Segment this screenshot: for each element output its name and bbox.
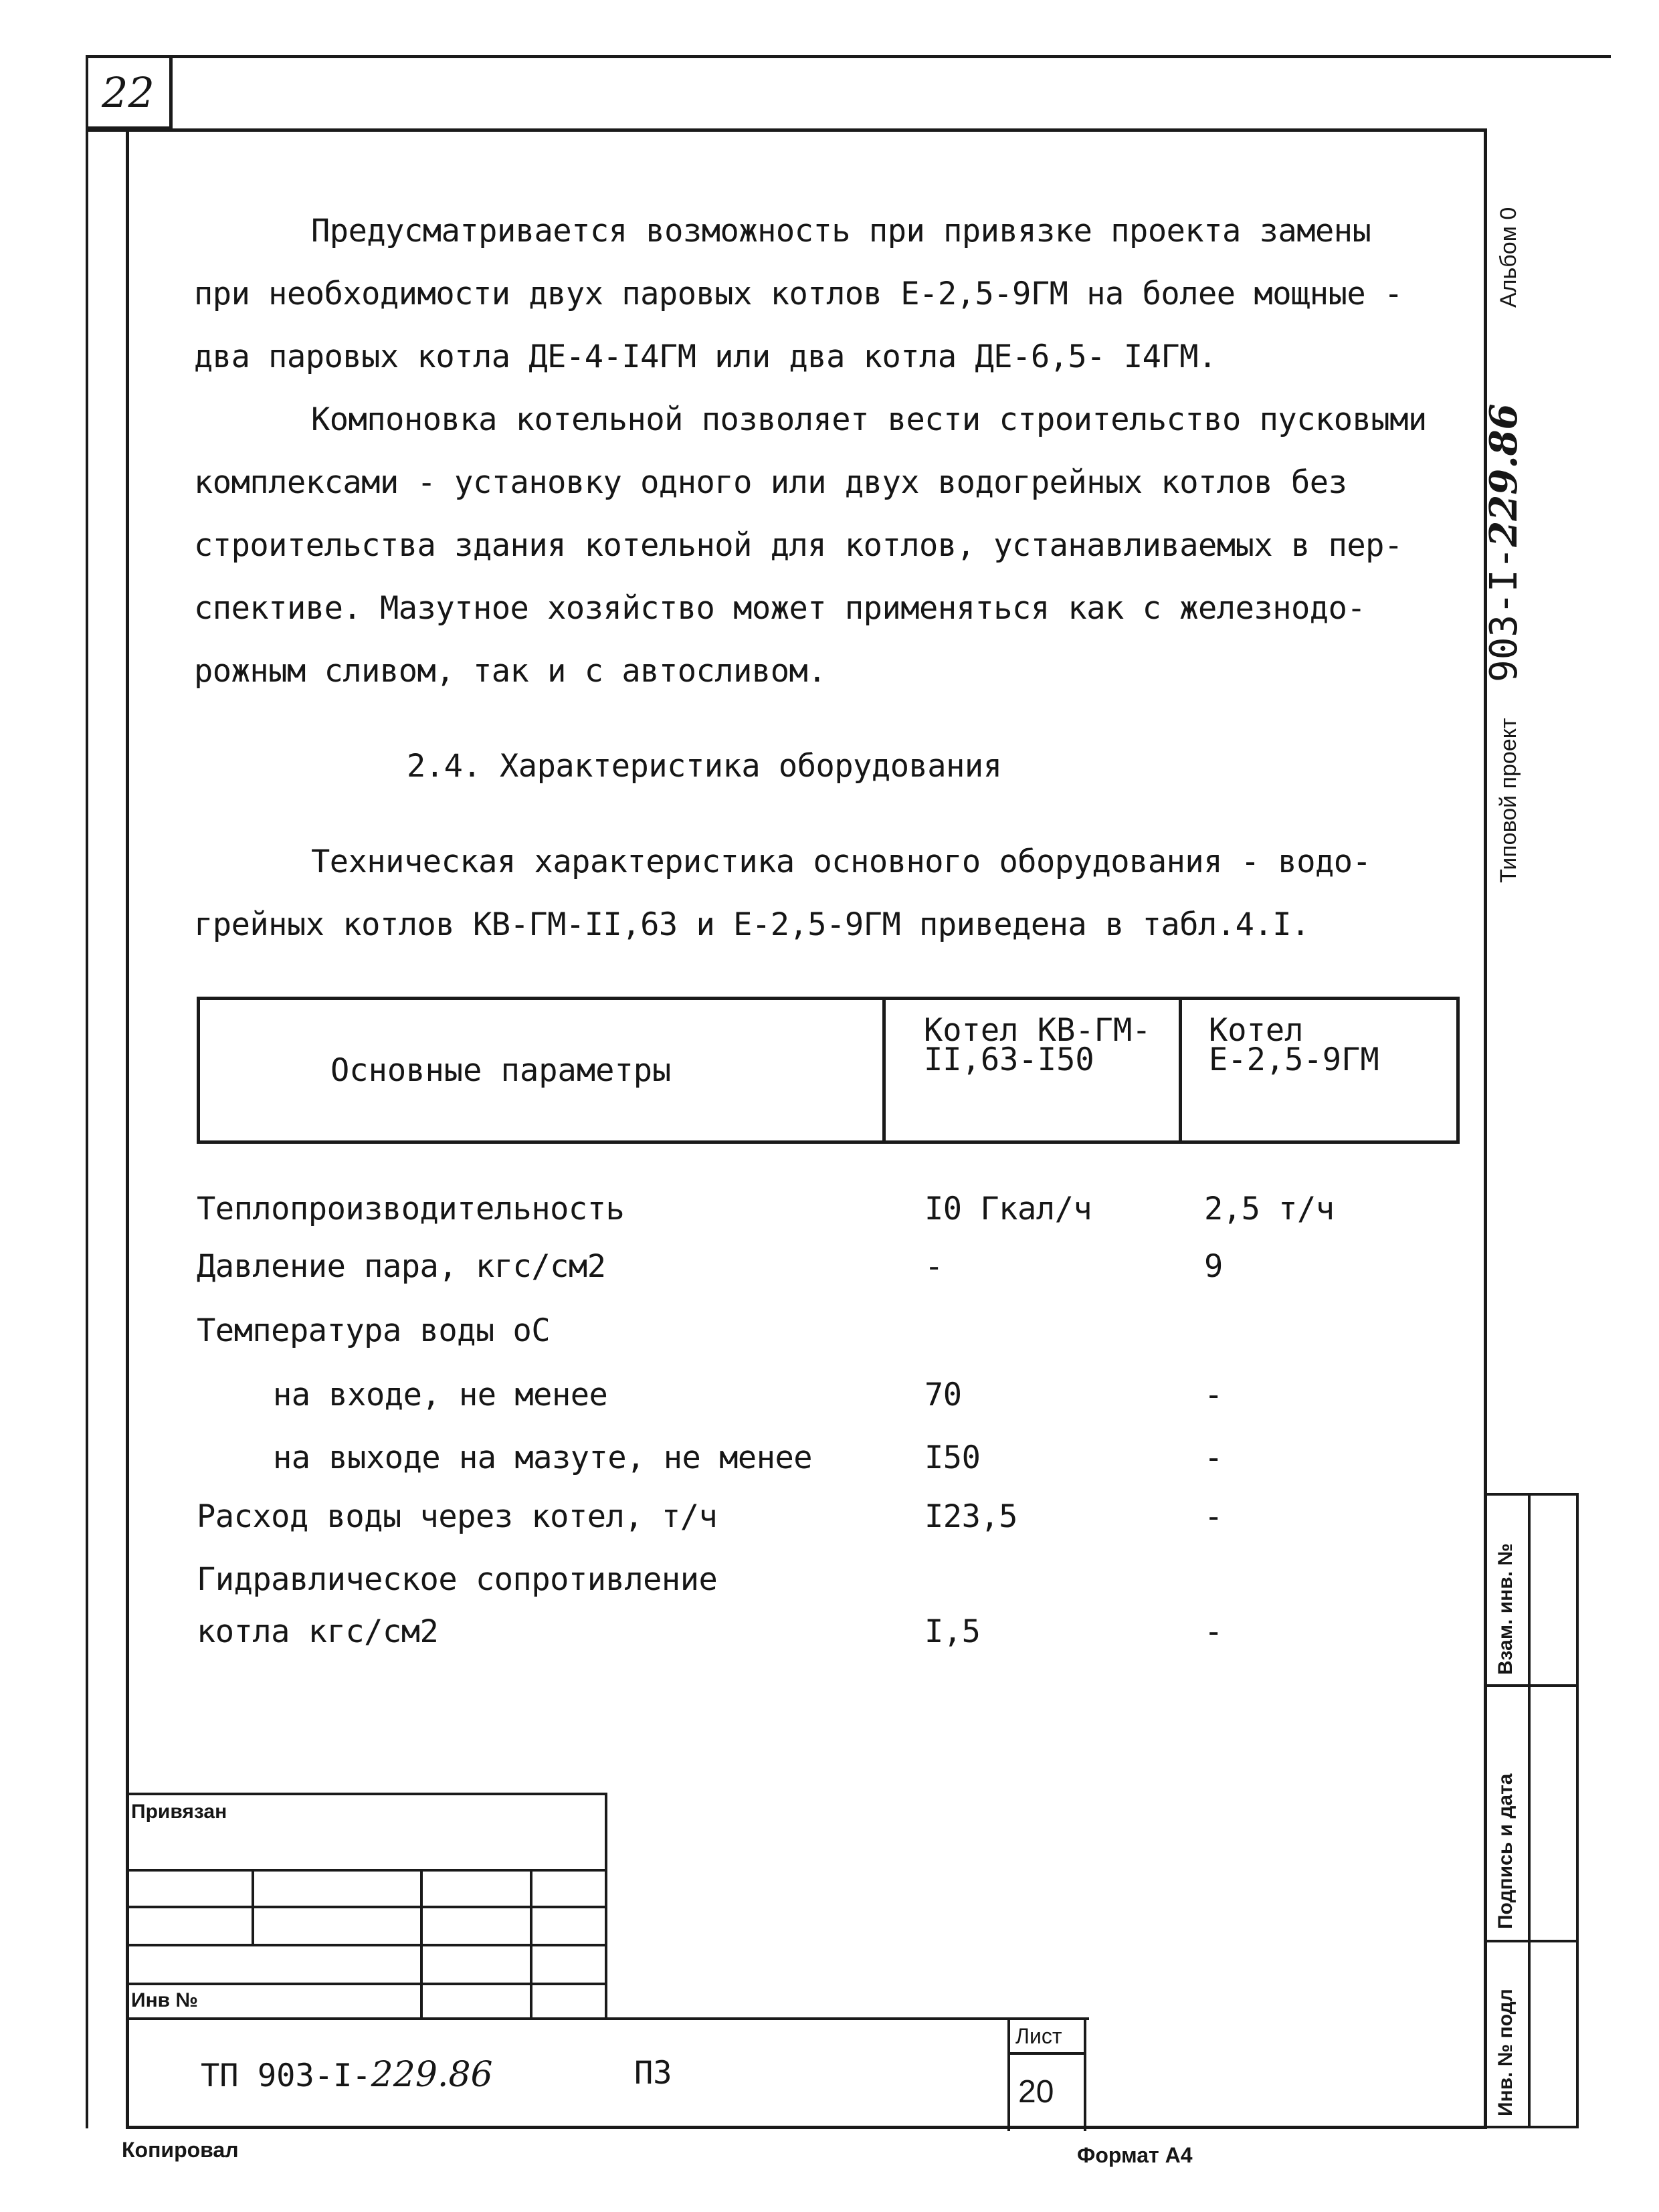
row-col1: I,5	[924, 1613, 981, 1650]
para2-line5: рожным сливом, так и с автосливом.	[194, 653, 827, 690]
row-col2: -	[1204, 1498, 1223, 1535]
side-stamp-vline	[1528, 1496, 1531, 2128]
doc-code	[201, 2055, 493, 2095]
row-param: Температура воды оС	[197, 1312, 551, 1349]
table-header-col1-line1: Котел КВ-ГМ-	[924, 1012, 1151, 1049]
table-header-col2-line1: Котел	[1209, 1012, 1304, 1049]
inv-podl-label: Инв. № подл	[1494, 1989, 1517, 2116]
para2-line2: комплексами - установку одного или двух водогрейных котлов без	[194, 464, 1347, 501]
doc-code-hand: 229.86	[371, 2055, 493, 2095]
row-col2: -	[1204, 1439, 1223, 1476]
row-param: котла кгс/см2	[197, 1613, 439, 1650]
section-heading: 2.4. Характеристика оборудования	[407, 748, 1002, 785]
binding-stamp	[126, 1793, 607, 2020]
sheet-label: Лист	[1015, 2024, 1062, 2048]
stamp-hline-3	[126, 1944, 605, 1946]
stamp-hline-4	[126, 1983, 605, 1985]
format-label: Формат А4	[1077, 2143, 1193, 2167]
sheet-label-divider	[1010, 2052, 1084, 2055]
row-col1: -	[924, 1248, 943, 1285]
stamp-vline-2	[420, 1869, 423, 2020]
side-stamp-hline-2	[1486, 1940, 1576, 1942]
sheet-number: 20	[1018, 2074, 1054, 2110]
table-header-param: Основные параметры	[330, 1052, 672, 1089]
row-col1: 70	[924, 1377, 962, 1413]
frame-top-line	[86, 55, 1611, 58]
para1-line1: Предусматривается возможность при привязке проекта замены	[311, 213, 1371, 249]
row-col1: I0 Гкал/ч	[924, 1191, 1092, 1227]
frame-inner-top-line	[86, 128, 1487, 132]
row-param: на входе, не менее	[273, 1377, 608, 1413]
inv-label: Инв №	[131, 1989, 198, 2011]
para1-line3: два паровых котла ДЕ-4-I4ГМ или два котла ДЕ-6,5- I4ГМ.	[194, 338, 1217, 375]
row-col2: 9	[1204, 1248, 1223, 1285]
table-header-col2-line2: Е-2,5-9ГМ	[1209, 1041, 1379, 1078]
row-param: Давление пара, кгс/см2	[197, 1248, 606, 1285]
para2-line4: спективе. Мазутное хозяйство может применяться как с железнодо-	[194, 590, 1366, 627]
row-param: на выходе на мазуте, не менее	[273, 1439, 813, 1476]
project-number-typed: 903-I-	[1482, 546, 1526, 682]
para2-line3: строительства здания котельной для котлов, устанавливаемых в пер-	[194, 527, 1403, 564]
podpis-data-label: Подпись и дата	[1494, 1773, 1517, 1929]
table-header	[197, 997, 1460, 1144]
row-param: Расход воды через котел, т/ч	[197, 1498, 718, 1535]
doc-code-typed: ТП 903-I-	[201, 2057, 371, 2094]
para3-line2: грейных котлов КВ-ГМ-II,63 и Е-2,5-9ГМ приведена в табл.4.I.	[194, 906, 1310, 943]
doc-type: ПЗ	[634, 2055, 672, 2092]
privyazan-label: Привязан	[131, 1801, 227, 1823]
vzam-inv-label: Взам. инв. №	[1494, 1543, 1517, 1675]
table-header-col1-line2: II,63-I50	[924, 1041, 1094, 1078]
title-block	[126, 2017, 1089, 2128]
table-header-divider-1	[882, 1000, 886, 1140]
project-label: Типовой проект	[1496, 718, 1521, 883]
row-col2: -	[1204, 1377, 1223, 1413]
row-col2: 2,5 т/ч	[1204, 1191, 1335, 1227]
stamp-vline-3	[530, 1869, 532, 2020]
project-number-hand: 229.86	[1482, 403, 1526, 547]
corner-number: 22	[102, 68, 155, 117]
row-col1: I23,5	[924, 1498, 1017, 1535]
row-param: Гидравлическое сопротивление	[197, 1561, 718, 1598]
row-col1: I50	[924, 1439, 981, 1476]
stamp-hline-2	[126, 1906, 605, 1908]
para2-line1: Компоновка котельной позволяет вести строительство пусковыми	[311, 401, 1427, 438]
project-number	[1482, 403, 1526, 682]
sheet-box	[1007, 2020, 1086, 2131]
stamp-vline-1	[252, 1869, 254, 1945]
table-header-divider-2	[1179, 1000, 1182, 1140]
frame-outer-left-line	[86, 55, 88, 2128]
copied-label: Копировал	[122, 2138, 239, 2162]
side-stamp-hline-1	[1486, 1684, 1576, 1687]
row-param: Теплопроизводительность	[197, 1191, 625, 1227]
para1-line2: при необходимости двух паровых котлов Е-2,5-9ГМ на более мощные -	[194, 276, 1403, 312]
album-label: Альбом 0	[1496, 207, 1521, 308]
row-col2: -	[1204, 1613, 1223, 1650]
stamp-hline-1	[126, 1869, 605, 1872]
para3-line1: Техническая характеристика основного оборудования - водо-	[311, 843, 1371, 880]
